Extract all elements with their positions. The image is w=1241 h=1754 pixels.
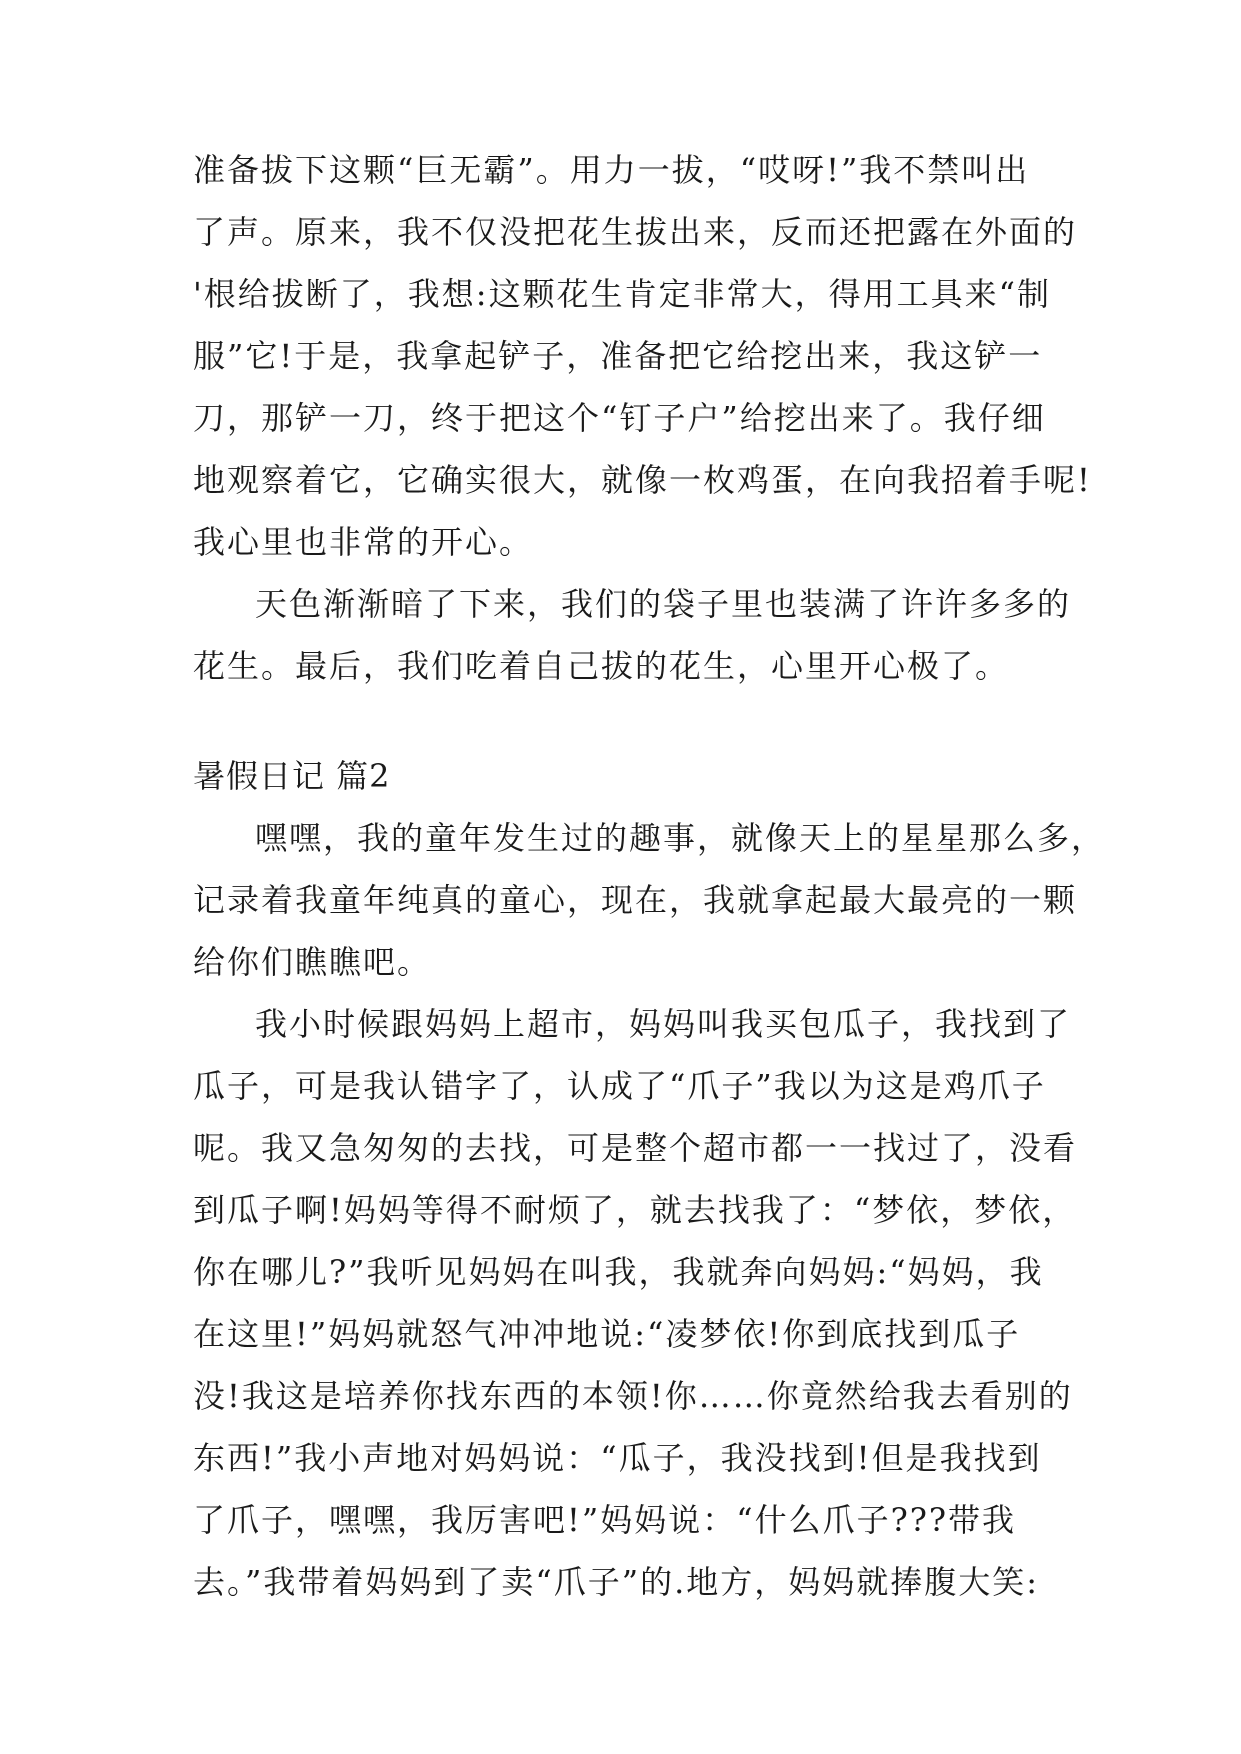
- text-line: 给你们瞧瞧吧。: [193, 943, 432, 981]
- text-line: 去。”我带着妈妈到了卖“爪子”的.地方，妈妈就捧腹大笑:: [193, 1563, 1040, 1601]
- text-line: 花生。最后，我们吃着自己拔的花生，心里开心极了。: [193, 647, 1010, 685]
- text-line: 没!我这是培养你找东西的本领!你……你竟然给我去看别的: [193, 1377, 1073, 1415]
- text-line: 呢。我又急匆匆的去找，可是整个超市都一一找过了，没看: [193, 1129, 1078, 1167]
- text-line: 我心里也非常的开心。: [193, 523, 534, 561]
- paragraph-first-line: 天色渐渐暗了下来，我们的袋子里也装满了许许多多的: [255, 585, 1072, 623]
- text-line: 了声。原来，我不仅没把花生拔出来，反而还把露在外面的: [193, 213, 1078, 251]
- text-line: 准备拔下这颗“巨无霸”。用力一拔，“哎呀!”我不禁叫出: [193, 151, 1030, 189]
- text-line: 你在哪儿?”我听见妈妈在叫我，我就奔向妈妈:“妈妈，我: [193, 1253, 1044, 1291]
- text-line: 记录着我童年纯真的童心，现在，我就拿起最大最亮的一颗: [193, 881, 1078, 919]
- section-heading: 暑假日记 篇2: [193, 757, 391, 795]
- text-line: 瓜子，可是我认错字了，认成了“爪子”我以为这是鸡爪子: [193, 1067, 1046, 1105]
- text-line: '根给拔断了，我想:这颗花生肯定非常大，得用工具来“制: [193, 275, 1051, 313]
- text-line: 在这里!”妈妈就怒气冲冲地说:“凌梦依!你到底找到瓜子: [193, 1315, 1021, 1353]
- text-line: 地观察着它，它确实很大，就像一枚鸡蛋，在向我招着手呢!: [193, 461, 1092, 499]
- text-line: 了爪子，嘿嘿，我厉害吧!”妈妈说：“什么爪子???带我: [193, 1501, 1017, 1539]
- paragraph-first-line: 嘿嘿，我的童年发生过的趣事，就像天上的星星那么多，: [255, 819, 1106, 857]
- text-line: 到瓜子啊!妈妈等得不耐烦了，就去找我了：“梦依，梦依，: [193, 1191, 1077, 1229]
- text-line: 东西!”我小声地对妈妈说：“瓜子，我没找到!但是我找到: [193, 1439, 1042, 1477]
- text-line: 服”它!于是，我拿起铲子，准备把它给挖出来，我这铲一: [193, 337, 1043, 375]
- paragraph-first-line: 我小时候跟妈妈上超市，妈妈叫我买包瓜子，我找到了: [255, 1005, 1072, 1043]
- text-line: 刀，那铲一刀，终于把这个“钉子户”给挖出来了。我仔细: [193, 399, 1046, 437]
